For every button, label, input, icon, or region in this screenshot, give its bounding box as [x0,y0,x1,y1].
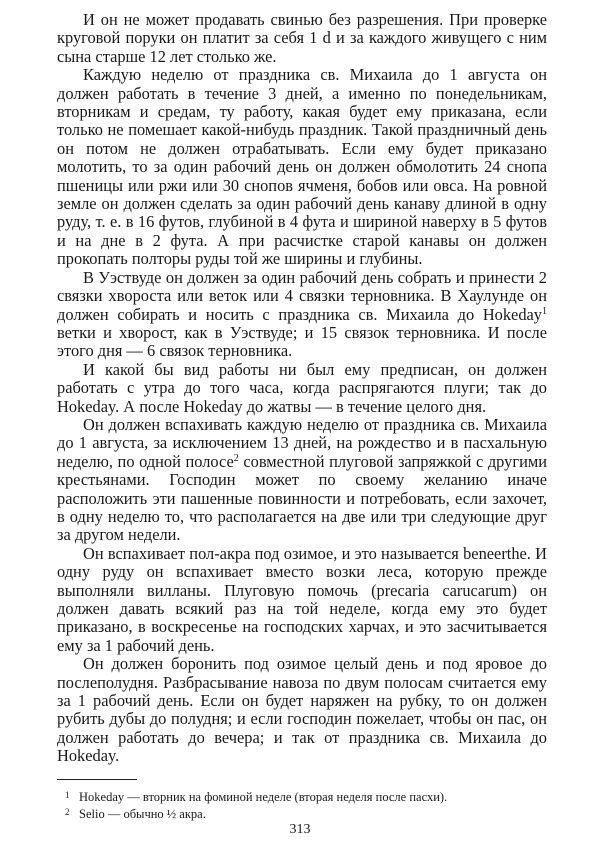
footnote-text: Selio — обычно ½ акра. [79,807,206,821]
footnote-text: Hokeday — вторник на фоминой неделе (вторая неделя после пасхи). [79,790,448,804]
paragraph-5-part-1: Он должен вспахивать каждую неделю от праздника св. Михаила до 1 августа, за исключением 13 дней, на рождество и в пасхальную неделю, по одной полосе [57,414,547,471]
paragraph-5 [57,416,547,545]
page-number: 313 [289,822,311,837]
paragraph-2: Каждую неделю от праздника св. Михаила до 1 августа он должен работать в течение 3 дней, а именно по понедельникам, вторникам и средам, ту работу, какая будет ему приказана, если только не помешает какой-нибудь праздник. Такой праздничный день он потом не должен отрабатывать. Если ему будет приказано молотить, то за один рабочий день он должен обмолотить 24 снопа пшеницы или ржи или 30 снопов ячменя, бобов или овса. На ровной земле он должен сделать за один рабочий день канаву длиной в одну руду, т. е. в 16 футов, глубиной в 4 фута и шириной наверху в 5 футов и на дне в 2 фута. А при расчистке старой канавы он должен прокопать полторы руды той же ширины и глубины. [57,65,547,269]
footnote-divider [57,779,137,780]
footnote-ref-2: 2 [233,452,239,464]
paragraph-1: И он не может продавать свинью без разрешения. При проверке круговой поруки он платит за себя 1 d и за каждого живущего с ним сына старше 12 лет столько же. [57,10,547,66]
paragraph-3-part-2: ветки и хворост, как в Уэствуде; и 15 связок терновника. И после этого дня — 6 связок терновника. [57,322,547,361]
paragraph-4: И какой бы вид работы ни был ему предписан, он должен работать с утра до того часа, когда распрягаются плуги; так до Hokeday. А после Hokeday до жатвы — в течение целого дня. [57,359,547,416]
paragraph-3-part-1: В Уэствуде он должен за один рабочий день собрать и принести 2 связки хвороста или веток или 4 связки терновника. В Хаулунде он должен собирать и носить с праздника св. Михаила до Hokeday [57,267,547,324]
paragraph-3 [57,269,547,361]
footnote-mark: 1 [65,790,70,800]
main-text [57,11,547,766]
paragraph-7: Он должен боронить под озимое целый день и под яровое до послеполудня. Разбрасывание навоза по двум полосам считается ему за 1 рабочий день. Если он будет наряжен на рубку, то он должен рубить дубы до полудня; и если господин пожелает, чтобы он пас, он должен работать до вечера; и так от праздника св. Михаила до Hokeday. [57,654,547,766]
footnote-1 [57,788,547,805]
footnote-ref-1: 1 [542,305,547,317]
footnote-2 [57,805,547,822]
paragraph-6: Он вспахивает пол-акра под озимое, и это называется beneerthe. И одну руду он вспахивает вместо возки леса, которую прежде выполняли вилланы. Плуговую помочь (precaria carucarum) он должен давать всякий раз на той неделе, когда ему это будет приказано, в воскресенье на господских харчах, и это засчитывается ему за 1 рабочий день. [57,543,547,655]
footnote-mark: 2 [65,807,70,817]
paragraph-5-part-2: совместной плуговой запряжкой с другими крестьянами. Господин может по своему желанию иначе расположить эти пашенные повинности и потребовать, если захочет, в одну неделю то, что располагается на две или три следующие друг за другом недели. [57,451,547,545]
footnotes [57,788,547,822]
